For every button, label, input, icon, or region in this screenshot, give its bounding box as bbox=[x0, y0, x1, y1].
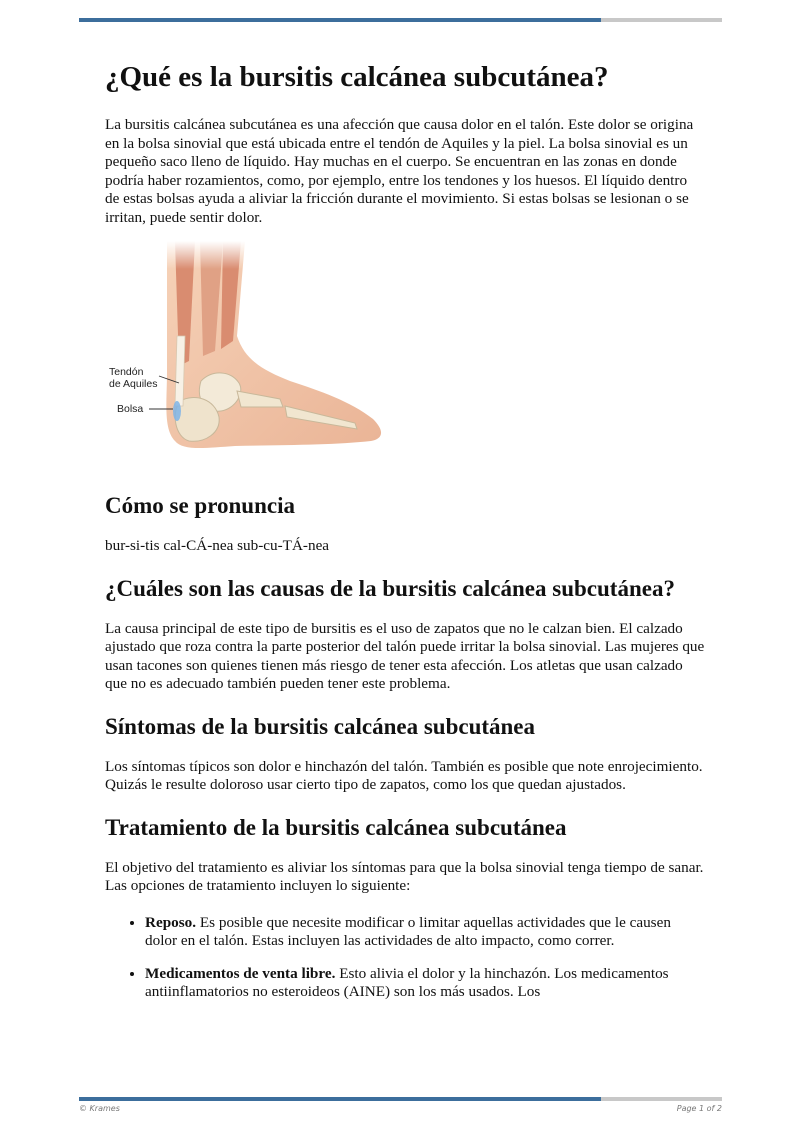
treatment-item-rest bbox=[145, 914, 705, 951]
symptoms-paragraph: Los síntomas típicos son dolor e hinchazón del talón. También es posible que note enrojecimiento. Quizás le resulte doloroso usar cierto tipo de zapatos, como los que quedan ajustados. bbox=[105, 757, 703, 793]
heading-causes: ¿Cuáles son las causas de la bursitis calcánea subcutánea? bbox=[105, 575, 675, 601]
bottom-rule bbox=[79, 1097, 722, 1101]
label-bursa: Bolsa bbox=[117, 403, 144, 415]
top-rule bbox=[79, 18, 722, 22]
treatment-item-term: Medicamentos de venta libre. bbox=[145, 964, 336, 982]
bottom-rule-accent bbox=[79, 1097, 601, 1101]
heading-pronunciation: Cómo se pronuncia bbox=[105, 493, 295, 518]
label-tendon-line2: de Aquiles bbox=[109, 378, 158, 390]
foot-anatomy-image bbox=[105, 241, 395, 466]
pronunciation-text: bur-si-tis cal-CÁ-nea sub-cu-TÁ-nea bbox=[105, 537, 330, 554]
treatment-item-desc: Esto alivia el dolor y la hinchazón. Los medicamentos antiinflamatorios no esteroideos (AINE) son los más usados. Los bbox=[145, 964, 669, 1000]
causes-paragraph: La causa principal de este tipo de bursitis es el uso de zapatos que no le calzan bien. El calzado ajustado que roza contra la parte posterior del talón puede irritar la bolsa sinovial. Las mujeres que usan tacones son quienes tienen más riesgo de tener esta afección. Los atletas que usan calzado que no es adecuado también pueden tener este problema. bbox=[105, 619, 705, 692]
label-tendon-line1: Tendón bbox=[109, 366, 144, 378]
treatment-item-term: Reposo. bbox=[145, 913, 197, 931]
top-rule-accent bbox=[79, 18, 601, 22]
treatment-list bbox=[105, 914, 705, 1002]
treatment-item-otc bbox=[145, 965, 705, 1002]
page-title: ¿Qué es la bursitis calcánea subcutánea? bbox=[105, 61, 609, 93]
footer-copyright: © Krames bbox=[79, 1104, 120, 1113]
document-body bbox=[105, 60, 705, 1016]
footer-page-number: Page 1 of 2 bbox=[676, 1104, 722, 1113]
heading-symptoms: Síntomas de la bursitis calcánea subcutánea bbox=[105, 713, 536, 739]
treatment-paragraph: El objetivo del tratamiento es aliviar los síntomas para que la bolsa sinovial tenga tiempo de sanar. Las opciones de tratamiento incluyen lo siguiente: bbox=[105, 858, 704, 894]
heading-treatment: Tratamiento de la bursitis calcánea subcutánea bbox=[105, 814, 567, 840]
intro-paragraph: La bursitis calcánea subcutánea es una afección que causa dolor en el talón. Este dolor se origina en la bolsa sinovial que está ubicada entre el tendón de Aquiles y la piel. La bolsa sinovial es un pequeño saco lleno de líquido. Hay muchas en el cuerpo. Se encuentran en las zonas en donde podría haber rozamientos, como, por ejemplo, entre los tendones y los huesos. El líquido dentro de estas bolsas ayuda a aliviar la fricción durante el movimiento. Si estas bolsas se lesionan o se irritan, puede sentir dolor. bbox=[105, 116, 694, 226]
treatment-item-desc: Es posible que necesite modificar o limitar aquellas actividades que le causen dolor en el talón. Estas incluyen las actividades de alto impacto, como correr. bbox=[145, 913, 671, 949]
foot-anatomy-illustration bbox=[105, 241, 395, 466]
